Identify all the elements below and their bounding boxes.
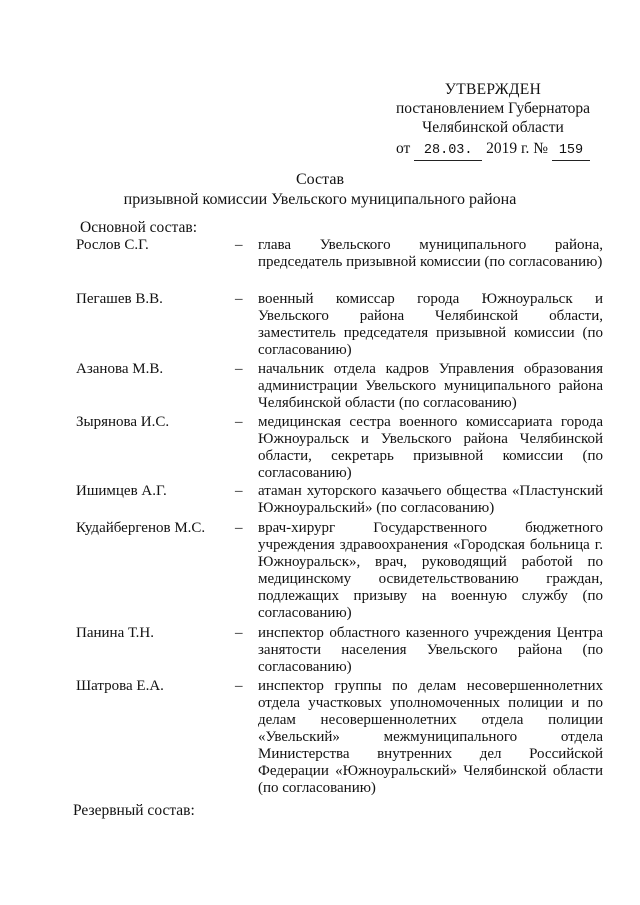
member-role: глава Увельского муниципального района, председатель призывной комиссии (по согласованию) xyxy=(258,237,603,270)
member-role: атаман хуторского казачьего общества «Пластунский Южноуральский» (по согласованию) xyxy=(258,483,603,516)
title-line-1: Состав xyxy=(295,171,344,188)
member-role: медицинская сестра военного комиссариата города Южноуральск и Увельского района Челябинской области, секретарь призывной комиссии (по согласованию) xyxy=(258,414,603,481)
member-name: Рослов С.Г. xyxy=(76,237,149,253)
member-dash: – xyxy=(235,237,243,253)
year-text: 2019 г. № xyxy=(486,140,549,157)
member-name: Шатрова Е.А. xyxy=(76,678,164,694)
member-role: военный комиссар города Южноуральск и Увельского района Челябинской области, заместитель председателя призывной комиссии (по согласованию) xyxy=(258,291,603,358)
approval-line-2: Челябинской области xyxy=(422,119,564,136)
member-dash: – xyxy=(235,291,243,307)
member-name: Зырянова И.С. xyxy=(76,414,170,430)
member-dash: – xyxy=(235,520,243,536)
approval-heading: УТВЕРЖДЕН xyxy=(444,81,542,98)
approval-line-1: постановлением Губернатора xyxy=(395,100,591,117)
member-role: инспектор областного казенного учреждения Центра занятости населения Увельского района (по согласованию) xyxy=(258,625,603,675)
member-dash: – xyxy=(235,361,243,377)
approval-date: 28.03. xyxy=(414,141,482,161)
member-name: Кудайбергенов М.С. xyxy=(76,520,206,536)
title-line-2: призывной комиссии Увельского муниципального района xyxy=(123,191,517,208)
member-role: инспектор группы по делам несовершеннолетних отдела участковых уполномоченных полиции и по делам несовершеннолетних отдела полиции «Увельский» межмуниципального отдела Министерства внутренних дел Российской Федерации «Южноуральский» Челябинской области (по согласованию) xyxy=(258,678,603,796)
member-name: Пегашев В.В. xyxy=(76,291,163,307)
member-role: врач-хирург Государственного бюджетного учреждения здравоохранения «Городская больница г. Южноуральск», врач, руководящий работой по медицинскому освидетельствованию граждан, подлежащих призыву на военную службу (по согласованию) xyxy=(258,520,603,621)
reserve-composition-label: Резервный состав: xyxy=(73,802,195,819)
member-name: Азанова М.В. xyxy=(76,361,164,377)
member-name: Панина Т.Н. xyxy=(76,625,154,641)
member-dash: – xyxy=(235,483,243,499)
member-dash: – xyxy=(235,625,243,641)
member-role: начальник отдела кадров Управления образования администрации Увельского муниципального района Челябинской области (по согласованию) xyxy=(258,361,603,411)
member-name: Ишимцев А.Г. xyxy=(76,483,167,499)
main-composition-label: Основной состав: xyxy=(80,219,198,236)
approval-number: 159 xyxy=(552,141,590,161)
member-dash: – xyxy=(235,414,243,430)
member-dash: – xyxy=(235,678,243,694)
date-prefix: от xyxy=(396,140,411,157)
